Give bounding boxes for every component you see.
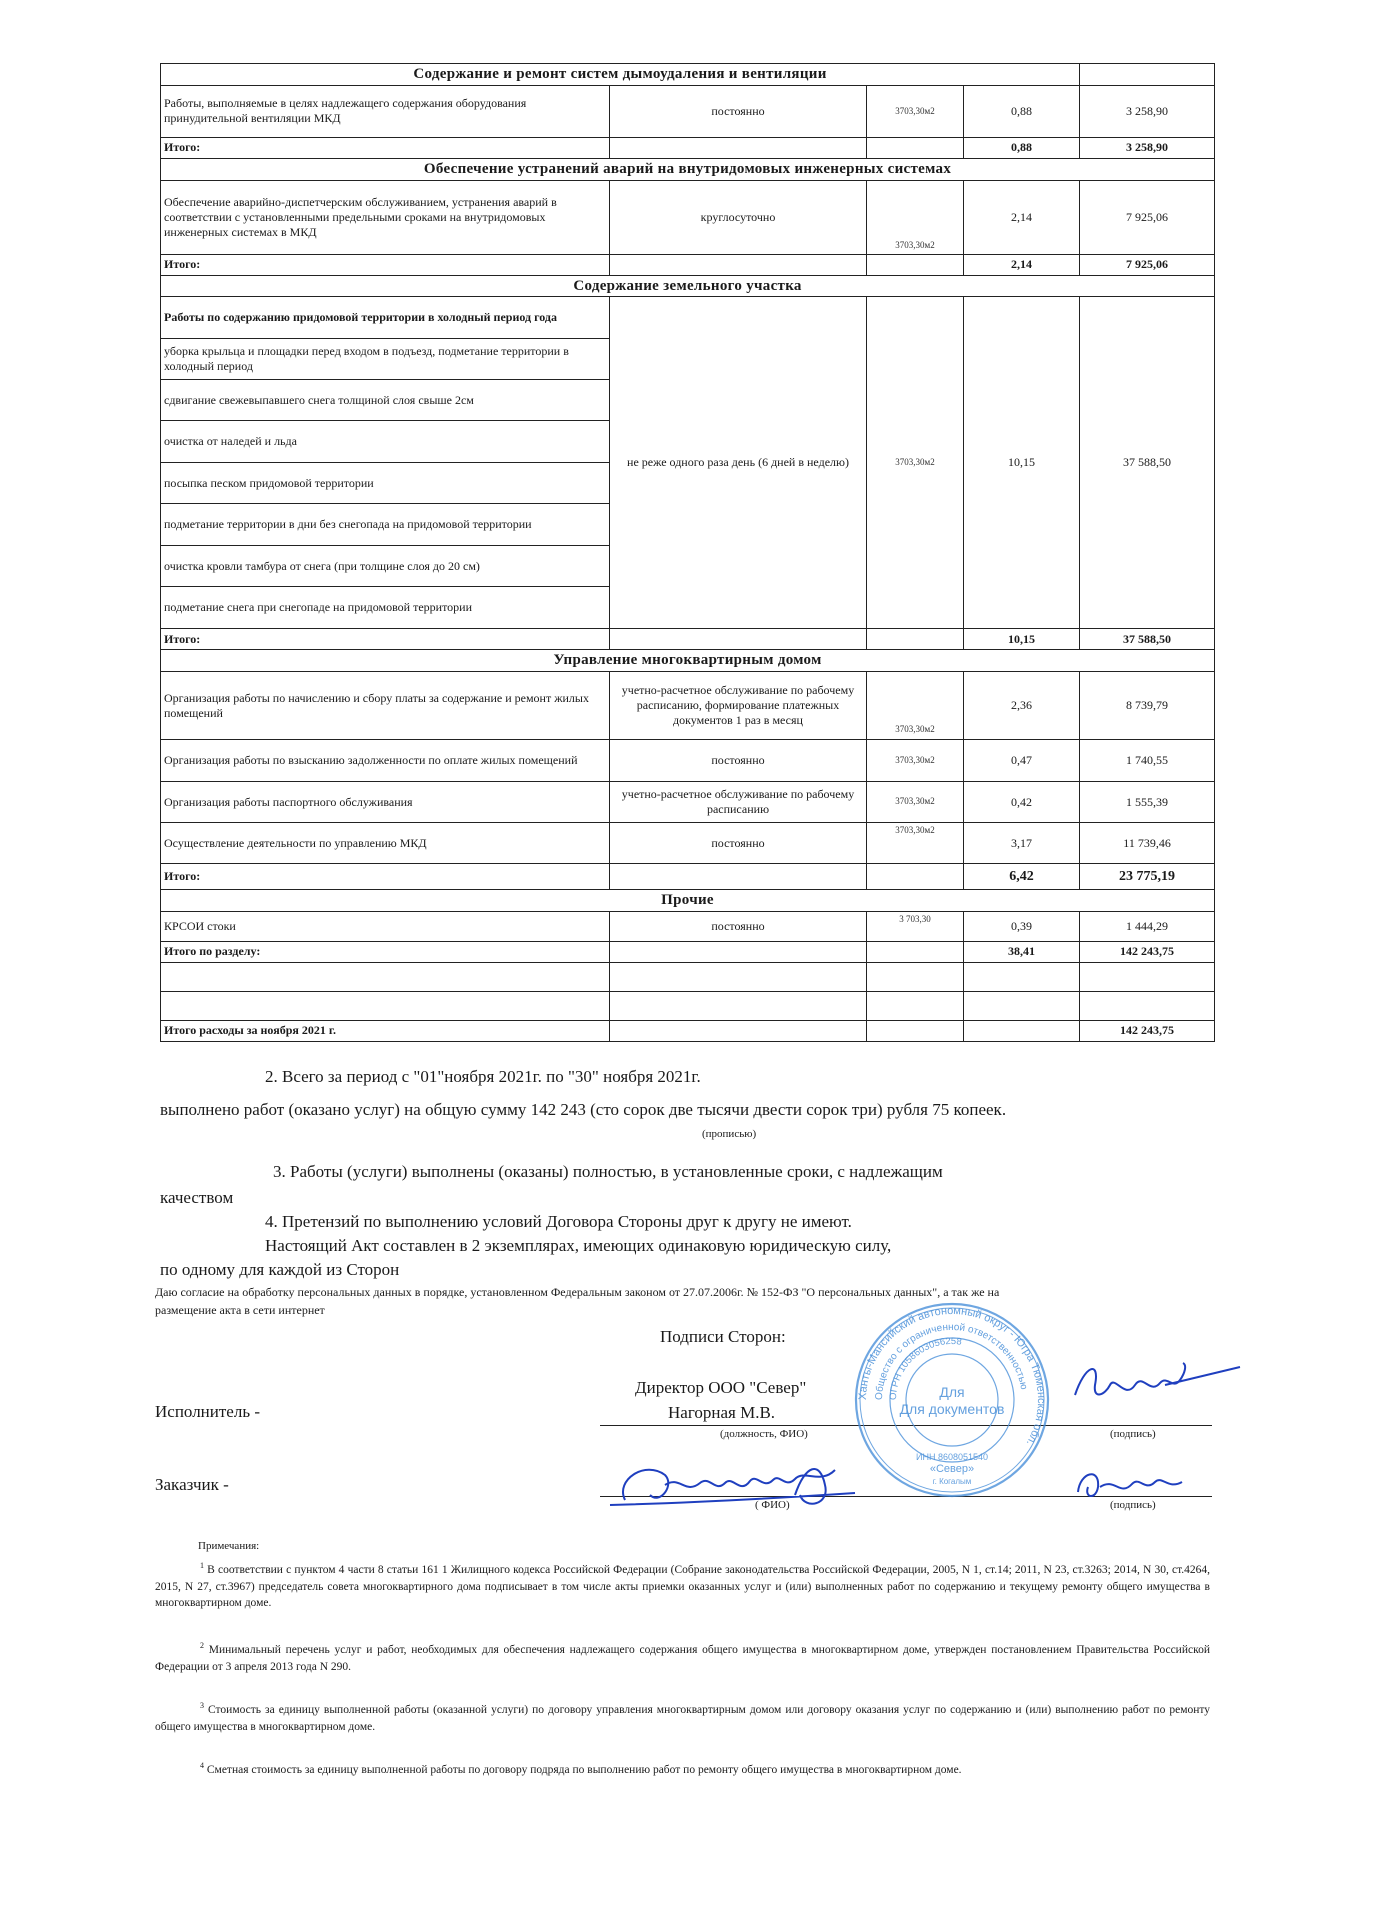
service-name: Работы, выполняемые в целях надлежащего содержания оборудования принудительной вентиляции МКД	[161, 85, 610, 137]
table-row	[161, 823, 1215, 864]
signature-caption-2: (подпись)	[1110, 1499, 1156, 1511]
service-sum: 7 925,06	[1080, 180, 1215, 254]
director-position: Директор ООО "Север"	[635, 1378, 807, 1397]
service-period: постоянно	[610, 740, 867, 782]
empty-row	[161, 962, 1215, 991]
service-rate: 0,39	[964, 911, 1080, 941]
service-name: КРСОИ стоки	[161, 911, 610, 941]
table-row	[161, 85, 1215, 137]
land-item: очистка кровли тамбура от снега (при толщине слоя до 20 см)	[161, 546, 610, 587]
note-4: $^4$ Сметная стоимость за единицу выполненной работы по договору подряда по выполнению работ по ремонту общего имущества в многоквартирном доме.	[200, 1761, 962, 1776]
notes-title: Примечания:	[198, 1540, 260, 1552]
grand-total-label: Итого расходы за ноября 2021 г.	[161, 1020, 610, 1041]
section-title: Прочие	[161, 890, 1215, 912]
note-1: $^1$ В соответствии с пунктом 4 части 8 статьи 161 1 Жилищного кодекса Российской Федерации (Собрание законодательства Российской Федерации, 2005, N 1, ст.14; 2011, N 23, ст.3263; 2014, N 30, ст.4264, 2015, N 27, ст.3967) председатель совета многоквартирного дома подписывает в том числе акты приемки оказанных услуг и (или) выполненных работ по содержанию и текущему ремонту общего имущества в многоквартирном доме.	[155, 1561, 1210, 1610]
service-name: Организация работы паспортного обслуживания	[161, 782, 610, 823]
section-header-row	[161, 890, 1215, 912]
total-label: Итого по разделу:	[161, 941, 610, 962]
consent-line-2: размещение акта в сети интернет	[155, 1303, 325, 1317]
paragraph-3: 3. Работы (услуги) выполнены (оказаны) полностью, в установленные сроки, с надлежащим	[273, 1162, 943, 1181]
land-sum: 37 588,50	[1080, 297, 1215, 629]
service-area: 3 703,30	[867, 911, 964, 941]
customer-signature-icon	[605, 1455, 865, 1525]
service-sum: 1 740,55	[1080, 740, 1215, 782]
note-3: $^3$ Стоимость за единицу выполненной работы (оказанной услуги) по договору управления многоквартирным домом или договору оказания услуг по содержанию и (или) выполнению работ по ремонту общего имущества в многоквартирном доме.	[155, 1701, 1211, 1733]
total-rate: 10,15	[964, 629, 1080, 650]
table-row	[161, 297, 1215, 339]
services-table	[160, 63, 1215, 1042]
stamp-center-1: Для	[939, 1384, 965, 1400]
land-item: подметание снега при снегопаде на придомовой территории	[161, 587, 610, 629]
service-period: круглосуточно	[610, 180, 867, 254]
grand-total-row	[161, 1020, 1215, 1041]
service-period: учетно-расчетное обслуживание по рабочему расписанию	[610, 782, 867, 823]
land-item: очистка от наледей и льда	[161, 421, 610, 463]
service-name: Организация работы по начислению и сбору платы за содержание и ремонт жилых помещений	[161, 672, 610, 740]
service-sum: 8 739,79	[1080, 672, 1215, 740]
stamp-company-name: «Север»	[929, 1463, 975, 1475]
paragraph-5: Настоящий Акт составлен в 2 экземплярах, имеющих одинаковую юридическую силу,	[265, 1236, 892, 1255]
paragraph-2: 2. Всего за период с "01"ноября 2021г. по "30" ноября 2021г.	[265, 1067, 701, 1086]
service-rate: 3,17	[964, 823, 1080, 864]
position-fio-caption: (должность, ФИО)	[720, 1428, 808, 1440]
total-row	[161, 254, 1215, 275]
total-rate: 2,14	[964, 254, 1080, 275]
stamp-outer-text: Ханты-Мансийский автономный округ - Югра Тюменская обл.	[856, 1304, 1048, 1448]
total-rate: 6,42	[964, 864, 1080, 890]
signature-caption-1: (подпись)	[1110, 1428, 1156, 1440]
section-title: Управление многоквартирным домом	[161, 650, 1215, 672]
paragraph-5-cont: по одному для каждой из Сторон	[160, 1260, 400, 1279]
service-area: 3703,30м2	[867, 740, 964, 782]
service-area: 3703,30м2	[867, 180, 964, 254]
total-row	[161, 137, 1215, 158]
total-row	[161, 864, 1215, 890]
service-sum: 1 444,29	[1080, 911, 1215, 941]
table-row	[161, 740, 1215, 782]
stamp-inn: ИНН 8608051540	[915, 1452, 989, 1462]
company-stamp-icon	[852, 1300, 1052, 1500]
service-name: Осуществление деятельности по управлению МКД	[161, 823, 610, 864]
total-label: Итого:	[161, 254, 610, 275]
executor-signature-icon	[1065, 1355, 1245, 1415]
service-period: постоянно	[610, 85, 867, 137]
paragraph-3-cont: качеством	[160, 1188, 234, 1207]
total-row	[161, 629, 1215, 650]
consent-line-1: Даю согласие на обработку персональных данных в порядке, установленном Федеральным законом от 27.07.2006г. № 152-ФЗ "О персональных данных", а так же на	[155, 1285, 1000, 1299]
total-sum: 7 925,06	[1080, 254, 1215, 275]
service-name: Организация работы по взысканию задолженности по оплате жилых помещений	[161, 740, 610, 782]
service-area: 3703,30м2	[867, 672, 964, 740]
section-header-row	[161, 64, 1215, 86]
service-sum: 1 555,39	[1080, 782, 1215, 823]
total-row	[161, 941, 1215, 962]
total-rate: 0,88	[964, 137, 1080, 158]
land-item: посыпка песком придомовой территории	[161, 463, 610, 504]
service-period: постоянно	[610, 911, 867, 941]
paragraph-2-amount: выполнено работ (оказано услуг) на общую сумму 142 243 (сто сорок две тысячи двести сорок три) рубля 75 копеек.	[160, 1100, 1007, 1119]
total-sum: 23 775,19	[1080, 864, 1215, 890]
service-rate: 2,36	[964, 672, 1080, 740]
land-period: не реже одного раза день (6 дней в неделю)	[610, 297, 867, 629]
service-period: постоянно	[610, 823, 867, 864]
executor-label: Исполнитель -	[155, 1402, 260, 1421]
table-row	[161, 911, 1215, 941]
signatures-title: Подписи Сторон:	[660, 1327, 786, 1346]
service-rate: 0,88	[964, 85, 1080, 137]
total-label: Итого:	[161, 137, 610, 158]
service-area: 3703,30м2	[867, 782, 964, 823]
in-words-caption: (прописью)	[702, 1128, 757, 1140]
table-row	[161, 180, 1215, 254]
empty-row	[161, 991, 1215, 1020]
land-item: уборка крыльца и площадки перед входом в подъезд, подметание территории в холодный период	[161, 339, 610, 380]
stamp-center-text: Для документов	[899, 1401, 1005, 1417]
total-sum: 3 258,90	[1080, 137, 1215, 158]
land-item: подметание территории в дни без снегопада на придомовой территории	[161, 504, 610, 546]
land-item: сдвигание свежевыпавшего снега толщиной слоя свыше 2см	[161, 380, 610, 421]
total-label: Итого:	[161, 629, 610, 650]
service-rate: 0,47	[964, 740, 1080, 782]
director-name: Нагорная М.В.	[668, 1403, 776, 1422]
stamp-city: г. Когалым	[932, 1477, 972, 1486]
paragraph-4: 4. Претензий по выполнению условий Договора Стороны друг к другу не имеют.	[265, 1212, 852, 1231]
table-row	[161, 782, 1215, 823]
service-rate: 2,14	[964, 180, 1080, 254]
customer-signature-2-icon	[1070, 1462, 1190, 1507]
table-row	[161, 672, 1215, 740]
service-area: 3703,30м2	[867, 85, 964, 137]
section-title: Обеспечение устранений аварий на внутридомовых инженерных системах	[161, 158, 1215, 180]
total-sum: 142 243,75	[1080, 941, 1215, 962]
section-header-row	[161, 275, 1215, 297]
section-title: Содержание земельного участка	[161, 275, 1215, 297]
stamp-middle-text: Общество с ограниченной ответственностью	[873, 1321, 1030, 1401]
land-area: 3703,30м2	[867, 297, 964, 629]
section-title: Содержание и ремонт систем дымоудаления и вентиляции	[161, 64, 1080, 86]
stamp-ogrn: ОГРН 1058603056258	[887, 1335, 963, 1401]
total-label: Итого:	[161, 864, 610, 890]
customer-label: Заказчик -	[155, 1475, 229, 1494]
service-period: учетно-расчетное обслуживание по рабочему расписанию, формирование платежных документов 1 раз в месяц	[610, 672, 867, 740]
land-heading: Работы по содержанию придомовой территории в холодный период года	[161, 297, 610, 339]
service-sum: 11 739,46	[1080, 823, 1215, 864]
fio-caption: ( ФИО)	[755, 1499, 790, 1511]
service-name: Обеспечение аварийно-диспетчерским обслуживанием, устранения аварий в соответствии с установленными предельными сроками на внутридомовых инженерных системах в МКД	[161, 180, 610, 254]
section-header-row	[161, 158, 1215, 180]
grand-total-sum: 142 243,75	[1080, 1020, 1215, 1041]
section-header-row	[161, 650, 1215, 672]
service-rate: 0,42	[964, 782, 1080, 823]
total-rate: 38,41	[964, 941, 1080, 962]
service-sum: 3 258,90	[1080, 85, 1215, 137]
land-rate: 10,15	[964, 297, 1080, 629]
total-sum: 37 588,50	[1080, 629, 1215, 650]
note-2: $^2$ Минимальный перечень услуг и работ, необходимых для обеспечения надлежащего содержания общего имущества в многоквартирном доме, утвержден постановлением Правительства Российской Федерации от 3 апреля 2013 года N 290.	[155, 1641, 1211, 1673]
service-area: 3703,30м2	[867, 823, 964, 864]
